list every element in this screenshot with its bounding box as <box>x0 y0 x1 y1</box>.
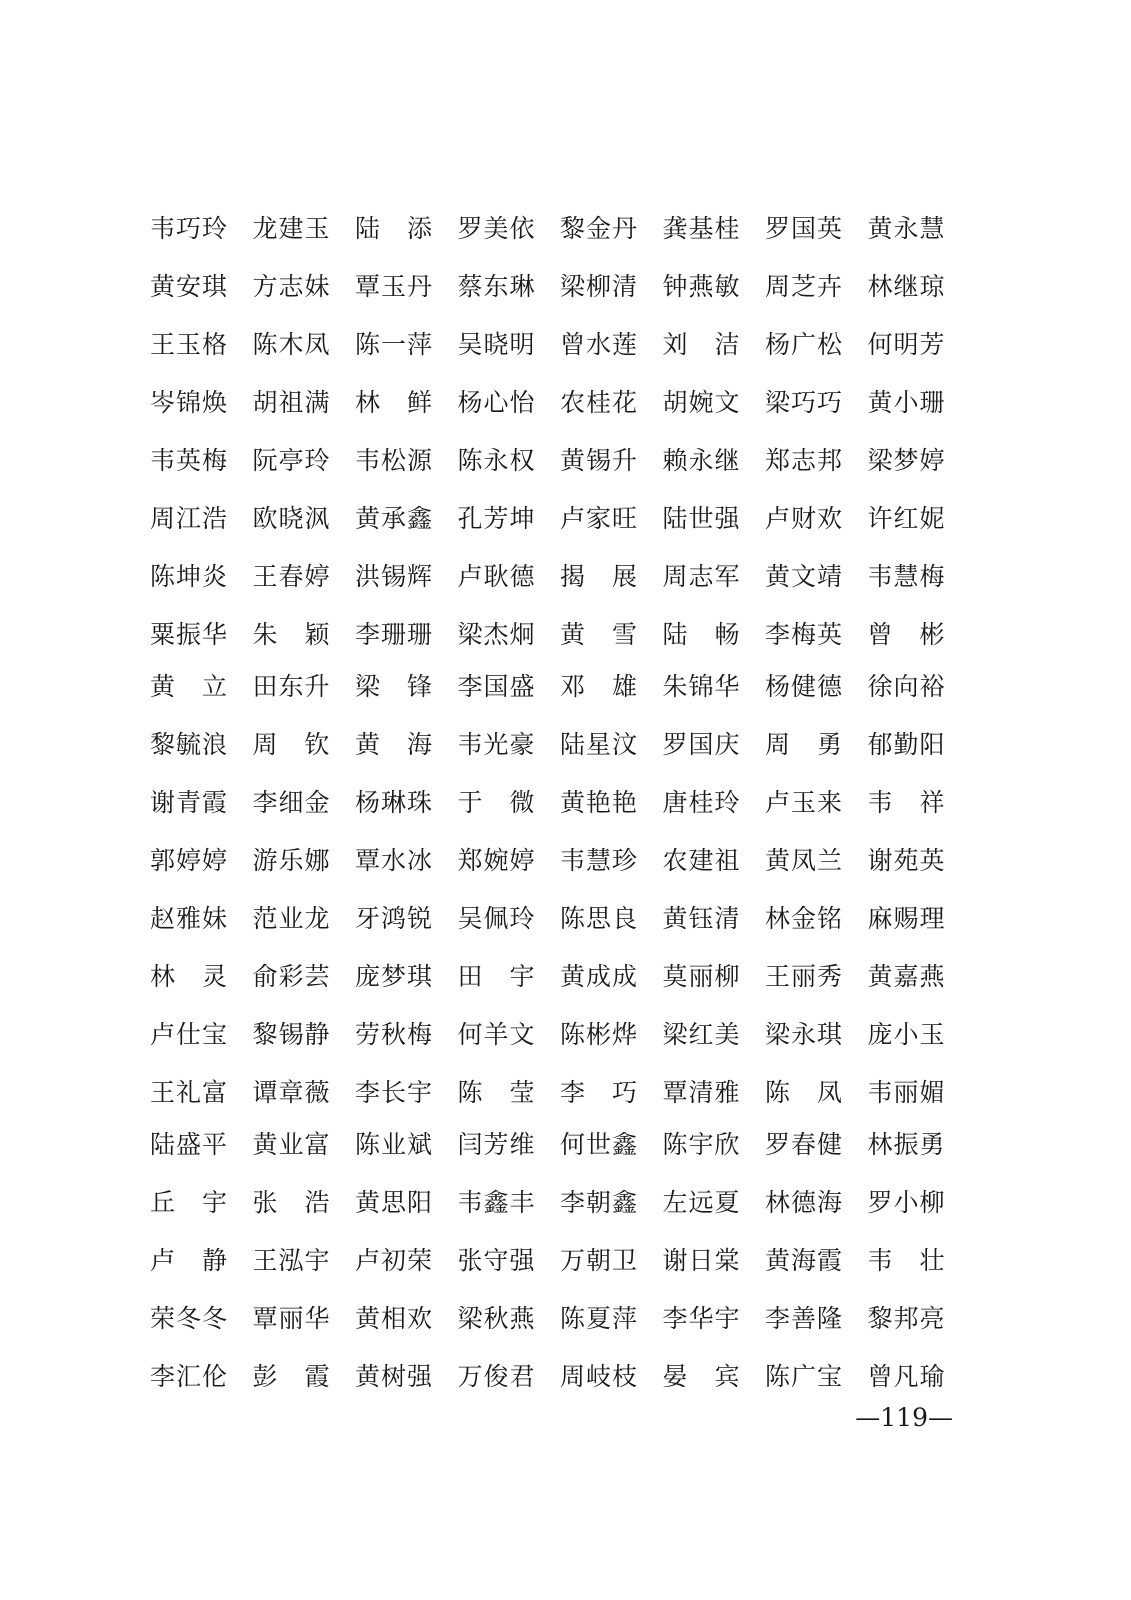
name-cell: 李华宇 <box>662 1304 741 1333</box>
name-cell: 吴晓明 <box>457 330 536 359</box>
name-cell: 卢仕宝 <box>150 1020 229 1049</box>
name-cell: 黎金丹 <box>560 214 639 243</box>
name-cell: 周芝卉 <box>765 272 844 301</box>
name-cell: 黄相欢 <box>355 1304 434 1333</box>
name-cell: 田 宇 <box>457 962 536 991</box>
name-cell: 覃清雅 <box>662 1078 741 1107</box>
name-cell: 陈木凤 <box>252 330 331 359</box>
name-row <box>150 1290 970 1348</box>
name-cell: 黄艳艳 <box>560 788 639 817</box>
name-row <box>150 258 970 316</box>
name-cell: 俞彩芸 <box>252 962 331 991</box>
name-cell: 郭婷婷 <box>150 846 229 875</box>
name-cell: 闫芳维 <box>457 1130 536 1159</box>
name-cell: 王礼富 <box>150 1078 229 1107</box>
name-cell: 韦丽媚 <box>867 1078 946 1107</box>
name-cell: 罗春健 <box>765 1130 844 1159</box>
name-cell: 罗国英 <box>765 214 844 243</box>
name-cell: 吴佩玲 <box>457 904 536 933</box>
name-row <box>150 1116 970 1174</box>
name-cell: 谭章薇 <box>252 1078 331 1107</box>
name-cell: 胡祖满 <box>252 388 331 417</box>
name-cell: 何世鑫 <box>560 1130 639 1159</box>
name-cell: 王丽秀 <box>765 962 844 991</box>
name-cell: 林振勇 <box>867 1130 946 1159</box>
name-cell: 曾水莲 <box>560 330 639 359</box>
name-cell: 周志军 <box>662 562 741 591</box>
name-cell: 梁梦婷 <box>867 446 946 475</box>
name-cell: 梁巧巧 <box>765 388 844 417</box>
name-cell: 黄 雪 <box>560 620 639 649</box>
name-cell: 农建祖 <box>662 846 741 875</box>
name-cell: 梁永琪 <box>765 1020 844 1049</box>
name-cell: 张守强 <box>457 1246 536 1275</box>
name-row <box>150 1174 970 1232</box>
name-cell: 杨心怡 <box>457 388 536 417</box>
name-cell: 龙建玉 <box>252 214 331 243</box>
name-cell: 陈永权 <box>457 446 536 475</box>
name-cell: 田东升 <box>252 672 331 701</box>
name-cell: 郑志邦 <box>765 446 844 475</box>
name-cell: 韦英梅 <box>150 446 229 475</box>
name-cell: 罗国庆 <box>662 730 741 759</box>
name-cell: 梁柳清 <box>560 272 639 301</box>
name-cell: 陈 莹 <box>457 1078 536 1107</box>
name-cell: 曾 彬 <box>867 620 946 649</box>
name-cell: 谢日棠 <box>662 1246 741 1275</box>
name-cell: 王泓宇 <box>252 1246 331 1275</box>
name-cell: 黄承鑫 <box>355 504 434 533</box>
name-cell: 郑婉婷 <box>457 846 536 875</box>
name-cell: 黄锡升 <box>560 446 639 475</box>
name-cell: 方志妹 <box>252 272 331 301</box>
name-row <box>150 432 970 490</box>
name-cell: 麻赐理 <box>867 904 946 933</box>
name-cell: 刘 洁 <box>662 330 741 359</box>
names-table <box>150 200 970 1406</box>
name-cell: 郁勤阳 <box>867 730 946 759</box>
name-row <box>150 890 970 948</box>
name-row <box>150 948 970 1006</box>
name-cell: 李 巧 <box>560 1078 639 1107</box>
name-cell: 陆盛平 <box>150 1130 229 1159</box>
name-cell: 曾凡瑜 <box>867 1362 946 1391</box>
name-cell: 周 勇 <box>765 730 844 759</box>
name-cell: 范业龙 <box>252 904 331 933</box>
name-cell: 罗美依 <box>457 214 536 243</box>
name-cell: 陆 畅 <box>662 620 741 649</box>
name-cell: 万朝卫 <box>560 1246 639 1275</box>
name-cell: 陈彬烨 <box>560 1020 639 1049</box>
name-cell: 韦松源 <box>355 446 434 475</box>
name-cell: 黄小珊 <box>867 388 946 417</box>
name-row <box>150 1348 970 1406</box>
name-cell: 胡婉文 <box>662 388 741 417</box>
name-row <box>150 548 970 606</box>
name-cell: 黄思阳 <box>355 1188 434 1217</box>
name-cell: 莫丽柳 <box>662 962 741 991</box>
name-cell: 游乐娜 <box>252 846 331 875</box>
name-cell: 李珊珊 <box>355 620 434 649</box>
name-cell: 彭 霞 <box>252 1362 331 1391</box>
name-cell: 韦 壮 <box>867 1246 946 1275</box>
name-cell: 覃玉丹 <box>355 272 434 301</box>
name-cell: 黄凤兰 <box>765 846 844 875</box>
name-cell: 牙鸿锐 <box>355 904 434 933</box>
name-cell: 李长宇 <box>355 1078 434 1107</box>
name-cell: 黎毓浪 <box>150 730 229 759</box>
name-cell: 陈一萍 <box>355 330 434 359</box>
name-row <box>150 490 970 548</box>
name-cell: 赖永继 <box>662 446 741 475</box>
name-cell: 朱锦华 <box>662 672 741 701</box>
name-cell: 唐桂玲 <box>662 788 741 817</box>
name-row <box>150 374 970 432</box>
name-cell: 陈宇欣 <box>662 1130 741 1159</box>
name-cell: 庞梦琪 <box>355 962 434 991</box>
name-cell: 陈 凤 <box>765 1078 844 1107</box>
name-cell: 梁秋燕 <box>457 1304 536 1333</box>
name-cell: 卢玉来 <box>765 788 844 817</box>
name-cell: 陈业斌 <box>355 1130 434 1159</box>
name-cell: 李善隆 <box>765 1304 844 1333</box>
name-cell: 李朝鑫 <box>560 1188 639 1217</box>
name-cell: 丘 宇 <box>150 1188 229 1217</box>
name-cell: 周 钦 <box>252 730 331 759</box>
name-cell: 于 微 <box>457 788 536 817</box>
name-cell: 李国盛 <box>457 672 536 701</box>
name-cell: 蔡东琳 <box>457 272 536 301</box>
name-cell: 杨琳珠 <box>355 788 434 817</box>
name-cell: 黎邦亮 <box>867 1304 946 1333</box>
name-cell: 杨健德 <box>765 672 844 701</box>
name-cell: 黄业富 <box>252 1130 331 1159</box>
name-cell: 黄嘉燕 <box>867 962 946 991</box>
name-cell: 陆 添 <box>355 214 434 243</box>
name-cell: 农桂花 <box>560 388 639 417</box>
name-cell: 黄安琪 <box>150 272 229 301</box>
name-row <box>150 1006 970 1064</box>
name-cell: 陈广宝 <box>765 1362 844 1391</box>
name-cell: 覃丽华 <box>252 1304 331 1333</box>
name-cell: 荣冬冬 <box>150 1304 229 1333</box>
name-cell: 李梅英 <box>765 620 844 649</box>
name-cell: 林继琼 <box>867 272 946 301</box>
name-cell: 梁 锋 <box>355 672 434 701</box>
name-cell: 黄成成 <box>560 962 639 991</box>
name-cell: 劳秋梅 <box>355 1020 434 1049</box>
name-cell: 何明芳 <box>867 330 946 359</box>
name-cell: 许红妮 <box>867 504 946 533</box>
name-cell: 左远夏 <box>662 1188 741 1217</box>
name-cell: 梁杰炯 <box>457 620 536 649</box>
name-cell: 卢 静 <box>150 1246 229 1275</box>
name-cell: 陈坤炎 <box>150 562 229 591</box>
name-cell: 黄 立 <box>150 672 229 701</box>
name-cell: 孔芳坤 <box>457 504 536 533</box>
name-cell: 卢家旺 <box>560 504 639 533</box>
name-cell: 李细金 <box>252 788 331 817</box>
name-cell: 李汇伦 <box>150 1362 229 1391</box>
name-cell: 阮亭玲 <box>252 446 331 475</box>
name-cell: 黄树强 <box>355 1362 434 1391</box>
name-cell: 罗小柳 <box>867 1188 946 1217</box>
name-cell: 何羊文 <box>457 1020 536 1049</box>
name-cell: 黎锡静 <box>252 1020 331 1049</box>
name-cell: 粟振华 <box>150 620 229 649</box>
name-cell: 卢财欢 <box>765 504 844 533</box>
name-cell: 韦光豪 <box>457 730 536 759</box>
page-number: —119— <box>855 1403 953 1432</box>
name-cell: 邓 雄 <box>560 672 639 701</box>
name-cell: 王玉格 <box>150 330 229 359</box>
name-cell: 卢初荣 <box>355 1246 434 1275</box>
name-cell: 卢耿德 <box>457 562 536 591</box>
name-cell: 谢苑英 <box>867 846 946 875</box>
name-cell: 韦慧梅 <box>867 562 946 591</box>
name-row <box>150 200 970 258</box>
name-cell: 张 浩 <box>252 1188 331 1217</box>
name-cell: 周江浩 <box>150 504 229 533</box>
name-cell: 黄文靖 <box>765 562 844 591</box>
name-cell: 韦鑫丰 <box>457 1188 536 1217</box>
name-cell: 林 灵 <box>150 962 229 991</box>
name-cell: 林 鲜 <box>355 388 434 417</box>
name-cell: 林德海 <box>765 1188 844 1217</box>
name-cell: 韦慧珍 <box>560 846 639 875</box>
name-cell: 洪锡辉 <box>355 562 434 591</box>
name-cell: 黄永慧 <box>867 214 946 243</box>
name-row <box>150 774 970 832</box>
name-row <box>150 658 970 716</box>
name-cell: 林金铭 <box>765 904 844 933</box>
name-cell: 韦 祥 <box>867 788 946 817</box>
name-cell: 赵雅妹 <box>150 904 229 933</box>
name-cell: 黄海霞 <box>765 1246 844 1275</box>
name-row <box>150 716 970 774</box>
name-cell: 谢青霞 <box>150 788 229 817</box>
name-cell: 庞小玉 <box>867 1020 946 1049</box>
name-cell: 欧晓沨 <box>252 504 331 533</box>
name-cell: 梁红美 <box>662 1020 741 1049</box>
name-cell: 万俊君 <box>457 1362 536 1391</box>
name-cell: 徐向裕 <box>867 672 946 701</box>
name-cell: 揭 展 <box>560 562 639 591</box>
name-row <box>150 1064 970 1122</box>
name-cell: 周岐枝 <box>560 1362 639 1391</box>
name-row <box>150 316 970 374</box>
name-cell: 龚基桂 <box>662 214 741 243</box>
name-cell: 朱 颖 <box>252 620 331 649</box>
name-cell: 王春婷 <box>252 562 331 591</box>
name-cell: 陈思良 <box>560 904 639 933</box>
name-cell: 陈夏萍 <box>560 1304 639 1333</box>
name-cell: 覃水冰 <box>355 846 434 875</box>
name-cell: 韦巧玲 <box>150 214 229 243</box>
name-cell: 黄 海 <box>355 730 434 759</box>
name-cell: 杨广松 <box>765 330 844 359</box>
name-cell: 陆星汶 <box>560 730 639 759</box>
name-cell: 晏 宾 <box>662 1362 741 1391</box>
name-row <box>150 1232 970 1290</box>
name-cell: 钟燕敏 <box>662 272 741 301</box>
name-cell: 黄钰清 <box>662 904 741 933</box>
name-cell: 岑锦焕 <box>150 388 229 417</box>
name-row <box>150 606 970 664</box>
name-cell: 陆世强 <box>662 504 741 533</box>
name-row <box>150 832 970 890</box>
